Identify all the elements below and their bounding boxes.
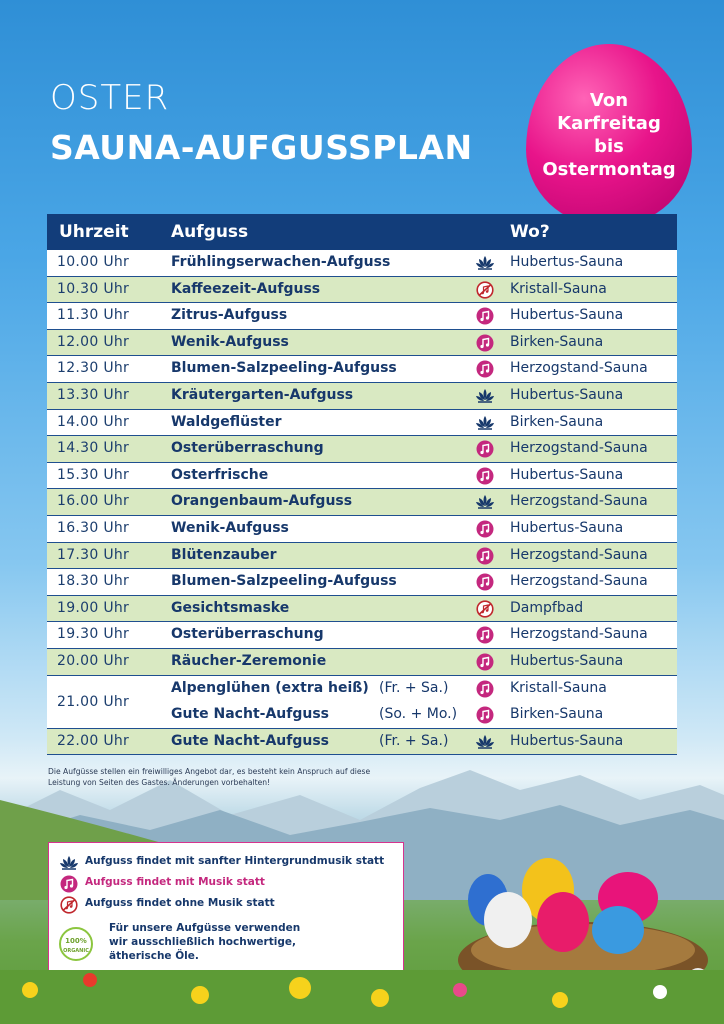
table-row	[47, 303, 677, 330]
row-infusion: Blumen-Salzpeeling-Aufguss	[171, 360, 397, 377]
music-icon-graphic	[475, 307, 495, 325]
flower-meadow-illustration	[0, 950, 724, 1024]
row-time: 17.30 Uhr	[57, 546, 130, 563]
lotus-icon	[475, 733, 495, 751]
row-place: Hubertus-Sauna	[510, 732, 624, 749]
table-row	[47, 596, 677, 623]
music-icon-graphic	[475, 626, 495, 644]
music-icon-graphic	[475, 573, 495, 591]
music-icon	[475, 653, 495, 671]
row-place: Birken-Sauna	[510, 413, 604, 430]
title-plan: SAUNA-AUFGUSSPLAN	[50, 128, 473, 167]
lotus-icon	[475, 254, 495, 272]
row-time: 10.00 Uhr	[57, 254, 130, 270]
music-icon	[475, 334, 495, 352]
row-place: Hubertus-Sauna	[510, 307, 624, 324]
row-infusion: Wenik-Aufguss	[171, 519, 289, 536]
row-note: (So. + Mo.)	[379, 706, 458, 723]
table-row	[47, 330, 677, 357]
lotus-icon-graphic	[475, 254, 495, 272]
egg-text-ostermontag: Ostermontag	[542, 159, 676, 180]
table-row	[47, 277, 677, 304]
no-music-icon	[475, 281, 495, 299]
oil-line-3: ätherische Öle.	[109, 950, 199, 962]
title-oster: OSTER	[50, 78, 170, 118]
no-music-icon	[59, 896, 75, 910]
sub-row-a	[47, 676, 677, 703]
music-icon	[475, 520, 495, 538]
music-icon-graphic	[475, 706, 495, 724]
lotus-icon	[475, 414, 495, 432]
table-row	[47, 543, 677, 570]
header-time: Uhrzeit	[59, 222, 129, 242]
music-icon	[475, 440, 495, 458]
music-icon	[475, 547, 495, 565]
music-icon	[475, 360, 495, 378]
music-icon	[475, 680, 495, 698]
row-time: 14.00 Uhr	[57, 413, 130, 430]
row-infusion: Blütenzauber	[171, 546, 277, 563]
lotus-icon	[475, 387, 495, 405]
row-time: 16.00 Uhr	[57, 493, 130, 510]
table-row	[47, 729, 677, 756]
row-infusion: Blumen-Salzpeeling-Aufguss	[171, 573, 397, 590]
seal-percent: 100%	[65, 937, 87, 945]
music-icon	[475, 307, 495, 325]
row-infusion: Orangenbaum-Aufguss	[171, 493, 353, 510]
lotus-icon-graphic	[475, 493, 495, 511]
row-place: Hubertus-Sauna	[510, 652, 624, 669]
egg-text-karfreitag: Karfreitag	[557, 113, 661, 134]
no-music-icon-graphic	[475, 281, 495, 299]
row-time: 11.30 Uhr	[57, 307, 130, 324]
row-time: 21.00 Uhr	[57, 693, 130, 710]
egg-text-von: Von	[589, 90, 629, 111]
table-row	[47, 410, 677, 437]
row-time: 14.30 Uhr	[57, 440, 130, 457]
music-icon-graphic	[59, 875, 79, 893]
table-row	[47, 622, 677, 649]
row-time: 12.30 Uhr	[57, 360, 130, 377]
schedule-table	[47, 214, 677, 755]
music-icon	[475, 706, 495, 724]
row-infusion: Kaffeezeit-Aufguss	[171, 280, 321, 297]
row-time: 22.00 Uhr	[57, 732, 130, 749]
row-place: Hubertus-Sauna	[510, 466, 624, 483]
row-infusion: Gute Nacht-Aufguss	[171, 706, 329, 723]
row-place: Hubertus-Sauna	[510, 386, 624, 403]
music-icon-graphic	[475, 547, 495, 565]
lotus-icon-graphic	[475, 414, 495, 432]
sub-row-b	[47, 702, 677, 729]
no-music-icon-graphic	[475, 600, 495, 618]
lotus-icon	[59, 854, 75, 868]
music-icon-graphic	[475, 520, 495, 538]
music-icon	[475, 626, 495, 644]
row-place: Herzogstand-Sauna	[510, 493, 648, 510]
music-icon-graphic	[475, 360, 495, 378]
row-infusion: Waldgeflüster	[171, 413, 282, 430]
egg-text-bis: bis	[594, 136, 624, 157]
music-icon-graphic	[475, 334, 495, 352]
no-music-icon-graphic	[59, 896, 79, 914]
row-place: Kristall-Sauna	[510, 679, 607, 696]
table-row	[47, 649, 677, 676]
table-row	[47, 489, 677, 516]
row-time: 19.00 Uhr	[57, 599, 130, 616]
row-place: Herzogstand-Sauna	[510, 626, 648, 643]
row-place: Kristall-Sauna	[510, 280, 607, 297]
row-place: Hubertus-Sauna	[510, 254, 624, 270]
row-infusion: Gute Nacht-Aufguss	[171, 732, 329, 749]
row-place: Birken-Sauna	[510, 333, 604, 350]
disclaimer-text: Die Aufgüsse stellen ein freiwilliges Angebot dar, es besteht kein Anspruch auf diese Leistung von Seiten des Gastes. Änderungen vorbehalten!	[48, 767, 371, 787]
row-time: 10.30 Uhr	[57, 280, 130, 297]
row-place: Birken-Sauna	[510, 706, 604, 723]
row-place: Dampfbad	[510, 599, 584, 616]
row-infusion: Zitrus-Aufguss	[171, 307, 288, 324]
row-time: 15.30 Uhr	[57, 466, 130, 483]
lotus-icon-graphic	[59, 854, 79, 872]
table-row	[47, 436, 677, 463]
oil-line-1: Für unsere Aufgüsse verwenden	[109, 922, 301, 934]
table-row-double	[47, 676, 677, 729]
row-time: 12.00 Uhr	[57, 333, 130, 350]
header-infusion: Aufguss	[171, 222, 249, 242]
row-infusion: Gesichtsmaske	[171, 599, 290, 616]
row-place: Herzogstand-Sauna	[510, 573, 648, 590]
row-infusion: Wenik-Aufguss	[171, 333, 289, 350]
music-icon	[59, 875, 75, 889]
table-row	[47, 356, 677, 383]
lotus-icon-graphic	[475, 387, 495, 405]
table-row	[47, 250, 677, 277]
table-row	[47, 569, 677, 596]
music-icon-graphic	[475, 653, 495, 671]
row-infusion: Osterüberraschung	[171, 440, 324, 457]
music-icon	[475, 573, 495, 591]
row-place: Herzogstand-Sauna	[510, 360, 648, 377]
music-icon-graphic	[475, 467, 495, 485]
row-time: 13.30 Uhr	[57, 386, 130, 403]
music-icon-graphic	[475, 440, 495, 458]
row-infusion: Osterfrische	[171, 466, 269, 483]
row-infusion: Osterüberraschung	[171, 626, 324, 643]
row-infusion: Kräutergarten-Aufguss	[171, 386, 354, 403]
row-time: 19.30 Uhr	[57, 626, 130, 643]
row-time: 18.30 Uhr	[57, 573, 130, 590]
header-where: Wo?	[510, 222, 550, 242]
row-time: 16.30 Uhr	[57, 519, 130, 536]
lotus-icon-graphic	[475, 733, 495, 751]
row-place: Herzogstand-Sauna	[510, 546, 648, 563]
music-icon-graphic	[475, 680, 495, 698]
no-music-icon	[475, 600, 495, 618]
legend-lotus-text: Aufguss findet mit sanfter Hintergrundmusik statt	[85, 855, 385, 867]
table-row	[47, 383, 677, 410]
row-time: 20.00 Uhr	[57, 652, 130, 669]
table-header	[47, 214, 677, 250]
row-infusion: Frühlingserwachen-Aufguss	[171, 254, 391, 270]
row-note: (Fr. + Sa.)	[379, 732, 449, 749]
row-infusion: Alpenglühen (extra heiß)	[171, 679, 369, 696]
oil-line-2: wir ausschließlich hochwertige,	[109, 936, 296, 948]
row-infusion: Räucher-Zeremonie	[171, 652, 327, 669]
row-place: Hubertus-Sauna	[510, 519, 624, 536]
seal-organic: ORGANIC	[63, 948, 89, 954]
legend-music-text: Aufguss findet mit Musik statt	[85, 876, 265, 888]
table-row	[47, 463, 677, 490]
easter-egg-badge	[526, 44, 692, 226]
lotus-icon	[475, 493, 495, 511]
legend-no-music-text: Aufguss findet ohne Musik statt	[85, 897, 275, 909]
table-row	[47, 516, 677, 543]
music-icon	[475, 467, 495, 485]
row-note: (Fr. + Sa.)	[379, 679, 449, 696]
table-body	[47, 250, 677, 676]
row-place: Herzogstand-Sauna	[510, 440, 648, 457]
